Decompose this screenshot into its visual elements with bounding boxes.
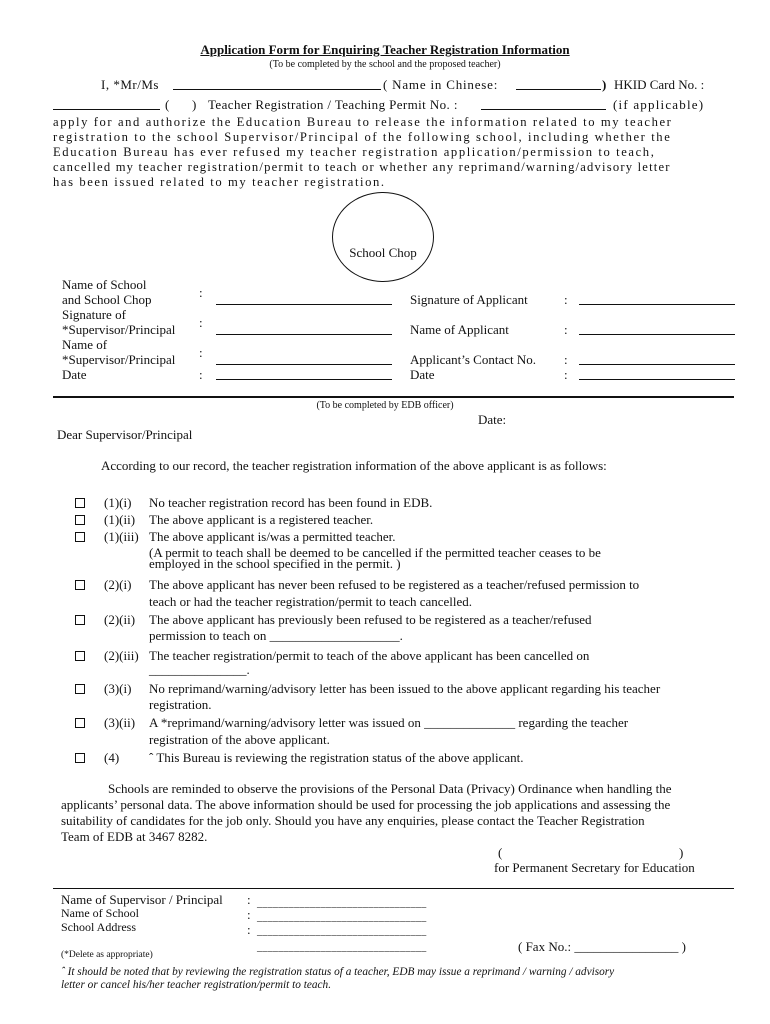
footer-divider xyxy=(53,888,734,889)
chinese-name-close-paren: ) xyxy=(602,77,607,92)
item-text: No reprimand/warning/advisory letter has been issued to the above applicant regarding his teacher xyxy=(149,681,661,696)
delete-note: (*Delete as appropriate) xyxy=(61,950,153,960)
colon: : xyxy=(564,352,568,367)
colon: : xyxy=(247,922,251,937)
applicant-signature-label: Signature of Applicant xyxy=(410,292,528,307)
item-code: (1)(i) xyxy=(104,495,132,510)
reminder-line-2: applicants’ personal data. The above information should be used for processing the job applications and assessing the xyxy=(61,797,671,812)
item-code: (2)(iii) xyxy=(104,648,139,663)
authorization-line-1: apply for and authorize the Education Bureau to release the information related to my teacher xyxy=(53,115,673,129)
item-text: teach or had the teacher registration/permit to teach cancelled. xyxy=(149,594,473,609)
colon: : xyxy=(199,345,203,360)
title-prefix-label: I, *Mr/Ms xyxy=(101,77,159,92)
item-code: (4) xyxy=(104,750,120,765)
item-text: (A permit to teach shall be deemed to be cancelled if the permitted teacher ceases to be xyxy=(149,545,601,560)
footer-address-field-1[interactable]: ________________________________ xyxy=(257,926,427,937)
chinese-name-field[interactable] xyxy=(516,89,601,90)
school-date-label: Date xyxy=(62,367,87,382)
hkid-paren-close: ) xyxy=(192,97,197,112)
name-supervisor-label-1: Name of xyxy=(62,337,108,352)
salutation: Dear Supervisor/Principal xyxy=(57,427,193,442)
permit-label: Teacher Registration / Teaching Permit No. : xyxy=(208,97,458,112)
applicant-name-label: Name of Applicant xyxy=(410,322,509,337)
name-supervisor-label-2: *Supervisor/Principal xyxy=(62,352,176,367)
applicant-date-label: Date xyxy=(410,367,435,382)
item-code: (1)(ii) xyxy=(104,512,136,527)
footer-school-label: Name of School xyxy=(61,906,139,920)
signature-supervisor-label-2: *Supervisor/Principal xyxy=(62,322,176,337)
item-text: The above applicant has previously been refused to be registered as a teacher/refused xyxy=(149,612,592,627)
checkbox-1-iii[interactable] xyxy=(75,532,85,542)
colon: : xyxy=(247,907,251,922)
footer-supervisor-label: Name of Supervisor / Principal xyxy=(61,892,223,907)
checkbox-3-ii[interactable] xyxy=(75,718,85,728)
section-divider xyxy=(53,396,734,398)
reminder-line-1: Schools are reminded to observe the provisions of the Personal Data (Privacy) Ordinance when handling the xyxy=(108,781,672,796)
footer-address-label: School Address xyxy=(61,920,136,934)
item-text: permission to teach on ____________________. xyxy=(149,628,403,643)
reminder-line-3: suitability of candidates for the job only. Should you have any enquiries, please contact the Teacher Registration xyxy=(61,813,645,828)
applicant-name-field-2[interactable] xyxy=(579,334,735,335)
colon: : xyxy=(564,292,568,307)
edb-intro: According to our record, the teacher registration information of the above applicant is as follows: xyxy=(101,458,607,473)
signature-supervisor-label-1: Signature of xyxy=(62,307,126,322)
supervisor-signature-field[interactable] xyxy=(216,334,392,335)
checkbox-2-iii[interactable] xyxy=(75,651,85,661)
item-text: The above applicant is/was a permitted teacher. xyxy=(149,529,396,544)
signature-paren-open: ( xyxy=(498,845,503,860)
checkbox-3-i[interactable] xyxy=(75,684,85,694)
fax-field[interactable]: ( Fax No.: ________________ ) xyxy=(518,939,686,954)
footer-note-line-1: ˆ It should be noted that by reviewing the registration status of a teacher, EDB may issue a reprimand / warning / advisory xyxy=(61,966,615,978)
item-text: _______________. xyxy=(149,662,250,677)
item-code: (3)(ii) xyxy=(104,715,136,730)
reminder-line-4: Team of EDB at 3467 8282. xyxy=(61,829,208,844)
checkbox-2-i[interactable] xyxy=(75,580,85,590)
footer-supervisor-field[interactable]: ________________________________ xyxy=(257,898,427,909)
colon: : xyxy=(564,367,568,382)
item-text: ˆ This Bureau is reviewing the registration status of the above applicant. xyxy=(149,750,524,765)
item-code: (3)(i) xyxy=(104,681,132,696)
supervisor-name-field[interactable] xyxy=(216,364,392,365)
checkbox-1-i[interactable] xyxy=(75,498,85,508)
permit-number-field[interactable] xyxy=(481,109,606,110)
colon: : xyxy=(199,315,203,330)
form-title: Application Form for Enquiring Teacher Registration Information xyxy=(200,42,570,57)
applicant-date-field[interactable] xyxy=(579,379,735,380)
hkid-paren-open: ( xyxy=(165,97,170,112)
if-applicable-label: (if applicable) xyxy=(613,97,705,112)
form-subtitle: (To be completed by the school and the proposed teacher) xyxy=(269,59,501,70)
authorization-line-4: cancelled my teacher registration/permit to teach or whether any reprimand/warning/advisory letter xyxy=(53,160,671,174)
edb-date-label: Date: xyxy=(478,412,507,427)
colon: : xyxy=(247,892,251,907)
authorization-line-3: Education Bureau has ever refused my teacher registration application/permission to teach, xyxy=(53,145,656,159)
item-text: registration. xyxy=(149,697,212,712)
item-text: The teacher registration/permit to teach of the above applicant has been cancelled on xyxy=(149,648,590,663)
applicant-name-field[interactable] xyxy=(173,89,381,90)
colon: : xyxy=(564,322,568,337)
school-chop-label: School Chop xyxy=(349,245,417,260)
authorization-line-5: has been issued related to my teacher registration. xyxy=(53,175,386,189)
footer-school-field[interactable]: ________________________________ xyxy=(257,912,427,923)
footer-note-line-2: letter or cancel his/her teacher registration/permit to teach. xyxy=(61,979,332,991)
item-text: registration of the above applicant. xyxy=(149,732,330,747)
item-text: employed in the school specified in the permit. ) xyxy=(149,556,401,571)
chinese-name-label: ( Name in Chinese: xyxy=(383,77,499,92)
item-text: The above applicant is a registered teacher. xyxy=(149,512,374,527)
signature-paren-close: ) xyxy=(679,845,684,860)
school-chop-circle xyxy=(332,192,434,282)
edb-subtitle: (To be completed by EDB officer) xyxy=(316,400,454,411)
applicant-signature-field[interactable] xyxy=(579,304,735,305)
item-text: The above applicant has never been refused to be registered as a teacher/refused permission to xyxy=(149,577,640,592)
authorization-line-2: registration to the school Supervisor/Principal of the following school, including whether the xyxy=(53,130,672,144)
name-of-school-label-2: and School Chop xyxy=(62,292,152,307)
hkid-label: HKID Card No. : xyxy=(614,77,705,92)
item-text: A *reprimand/warning/advisory letter was issued on ______________ regarding the teacher xyxy=(149,715,629,730)
item-code: (2)(i) xyxy=(104,577,132,592)
applicant-contact-field[interactable] xyxy=(579,364,735,365)
footer-address-field-2[interactable]: ________________________________ xyxy=(257,942,427,953)
hkid-field[interactable] xyxy=(53,109,160,110)
colon: : xyxy=(199,285,203,300)
name-of-school-label-1: Name of School xyxy=(62,277,147,292)
checkbox-2-ii[interactable] xyxy=(75,615,85,625)
item-code: (2)(ii) xyxy=(104,612,136,627)
item-code: (1)(iii) xyxy=(104,529,139,544)
applicant-contact-label: Applicant’s Contact No. xyxy=(410,352,537,367)
item-text: No teacher registration record has been found in EDB. xyxy=(149,495,433,510)
checkbox-4[interactable] xyxy=(75,753,85,763)
school-date-field[interactable] xyxy=(216,379,392,380)
colon: : xyxy=(199,367,203,382)
school-name-field[interactable] xyxy=(216,304,392,305)
checkbox-1-ii[interactable] xyxy=(75,515,85,525)
signatory-label: for Permanent Secretary for Education xyxy=(494,860,695,875)
